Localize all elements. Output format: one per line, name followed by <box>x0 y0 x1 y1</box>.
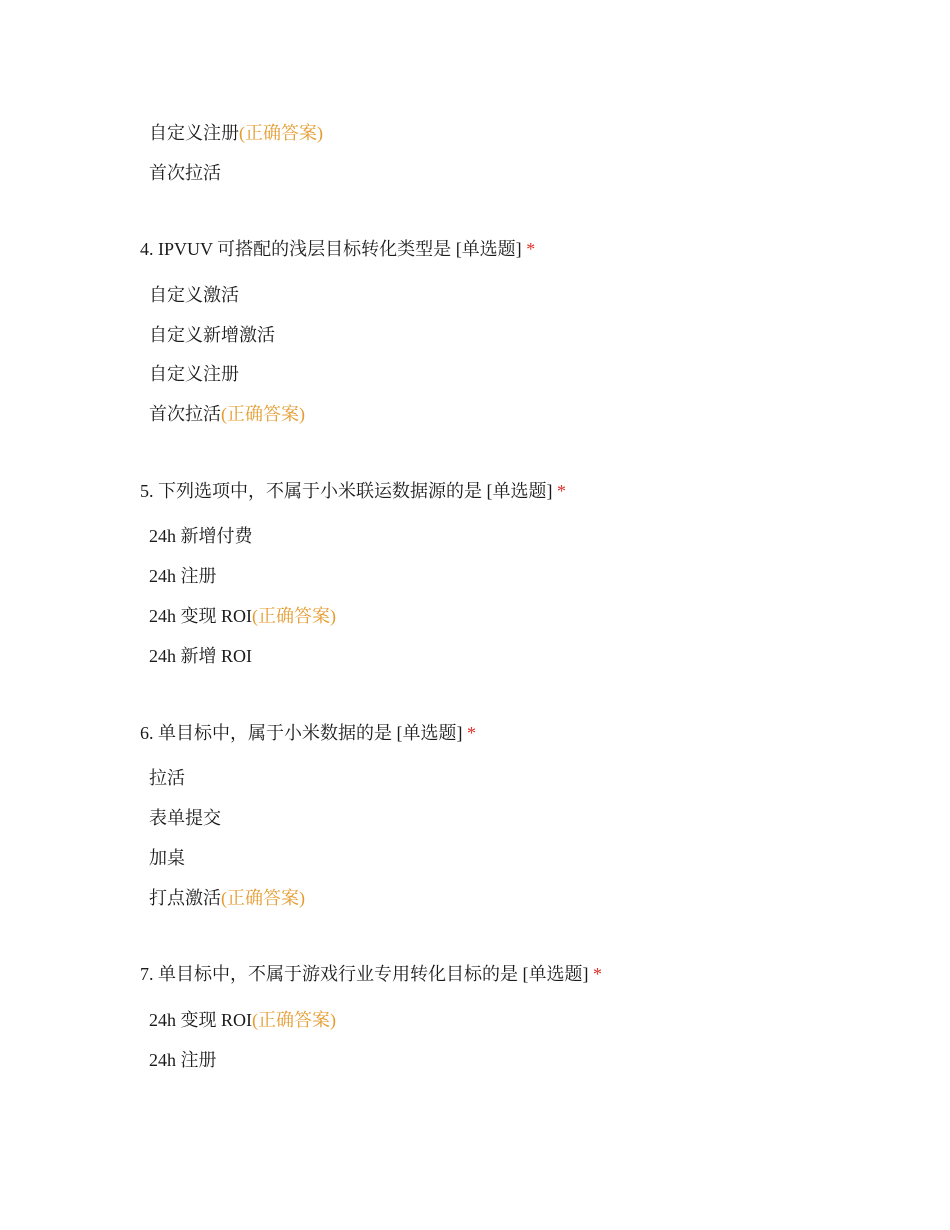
option-q4-a <box>149 283 239 307</box>
option-q4-b <box>149 323 275 347</box>
question-number: 5. <box>140 481 154 501</box>
option-text: 首次拉活 <box>149 404 221 424</box>
option-q5-a <box>149 524 253 548</box>
option-text: 表单提交 <box>149 808 221 828</box>
option-q6-b <box>149 806 221 830</box>
option-text: 自定义注册 <box>149 364 239 384</box>
question-text: 单目标中，不属于游戏行业专用转化目标的是 <box>158 964 518 984</box>
option-q4-c <box>149 362 239 386</box>
option-q6-a <box>149 766 185 790</box>
option-text: 打点激活 <box>149 888 221 908</box>
required-mark: * <box>557 481 566 501</box>
option-text: 自定义激活 <box>149 285 239 305</box>
option-q4-d <box>149 402 305 426</box>
question-type: [单选题] <box>522 964 589 984</box>
option-text: 24h 新增付费 <box>149 526 253 546</box>
correct-answer-tag: (正确答案) <box>221 888 305 908</box>
option-text: 24h 注册 <box>149 1050 217 1070</box>
option-text: 24h 变现 ROI <box>149 606 252 626</box>
option-q5-d <box>149 644 252 668</box>
required-mark: * <box>593 964 602 984</box>
question-4-title <box>140 237 535 261</box>
option-q5-b <box>149 564 217 588</box>
option-q3-b <box>149 161 221 185</box>
option-text: 自定义注册 <box>149 123 239 143</box>
option-q6-c <box>149 846 185 870</box>
option-q7-b <box>149 1048 217 1072</box>
option-text: 24h 变现 ROI <box>149 1010 252 1030</box>
required-mark: * <box>526 239 536 259</box>
option-text: 加桌 <box>149 848 185 868</box>
question-text: 单目标中，属于小米数据的是 <box>158 723 392 743</box>
question-text: IPVUV 可搭配的浅层目标转化类型是 <box>158 239 452 259</box>
option-text: 首次拉活 <box>149 163 221 183</box>
correct-answer-tag: (正确答案) <box>221 404 305 424</box>
question-type: [单选题] <box>455 239 522 259</box>
option-text: 24h 新增 ROI <box>149 646 252 666</box>
question-6-title <box>140 721 476 745</box>
option-q6-d <box>149 886 305 910</box>
required-mark: * <box>467 723 476 743</box>
option-text: 自定义新增激活 <box>149 325 275 345</box>
correct-answer-tag: (正确答案) <box>252 606 336 626</box>
question-type: [单选题] <box>486 481 553 501</box>
correct-answer-tag: (正确答案) <box>252 1010 336 1030</box>
option-q5-c <box>149 604 336 628</box>
option-text: 拉活 <box>149 768 185 788</box>
question-text: 下列选项中，不属于小米联运数据源的是 <box>158 481 482 501</box>
question-number: 6. <box>140 723 154 743</box>
question-7-title <box>140 962 602 986</box>
question-type: [单选题] <box>396 723 463 743</box>
question-number: 4. <box>140 239 154 259</box>
option-text: 24h 注册 <box>149 566 217 586</box>
question-5-title <box>140 479 566 503</box>
question-number: 7. <box>140 964 154 984</box>
option-q3-a <box>149 121 323 145</box>
correct-answer-tag: (正确答案) <box>239 123 323 143</box>
option-q7-a <box>149 1008 336 1032</box>
